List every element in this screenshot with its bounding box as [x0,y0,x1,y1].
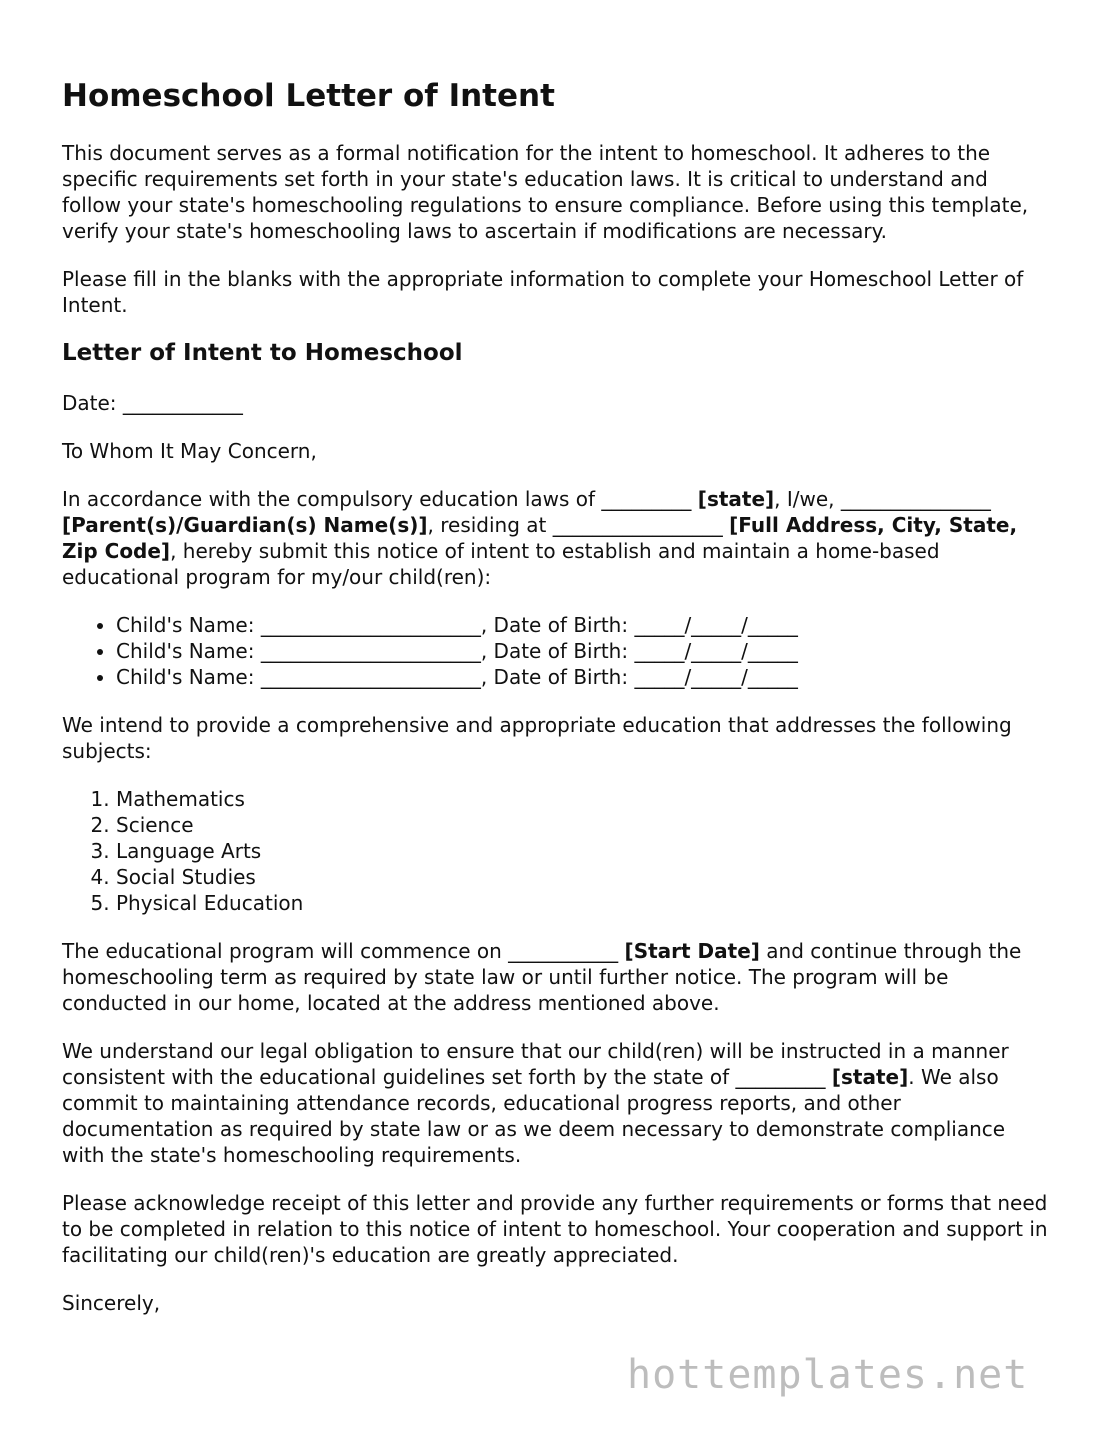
state-placeholder-2: [state] [831,1064,909,1089]
subjects-list [62,786,1052,916]
subject-item: 4. Social Studies [116,864,1052,890]
letter-heading: Letter of Intent to Homeschool [62,340,463,367]
obligation-text-1: We understand our legal obligation to ensure that our child(ren) will be instructed in a manner consistent with the educational guidelines set forth by the state of _________ [62,1038,1009,1089]
subject-item: 3. Language Arts [116,838,1052,864]
address-placeholder: [Full Address, City, State, Zip Code] [62,512,1018,563]
closing: Sincerely, [62,1290,161,1315]
intro-paragraph: This document serves as a formal notification for the intent to homeschool. It adheres to the specific requirements set forth in your state's education laws. It is critical to understand and follow your state's homeschooling regulations to ensure compliance. Before using this template, verify your state's homeschooling laws to ascertain if modifications are necessary. [62,141,1029,244]
child-entry: • Child's Name: ______________________, Date of Birth: _____/_____/_____ [116,638,1052,664]
accordance-text-3: , residing at _________________ [427,512,730,537]
salutation: To Whom It May Concern, [62,438,317,463]
child-entry: • Child's Name: ______________________, Date of Birth: _____/_____/_____ [116,612,1052,638]
state-placeholder: [state] [697,486,775,511]
accordance-paragraph [62,486,1052,590]
accordance-text-1: In accordance with the compulsory education laws of _________ [62,486,698,511]
start-text-1: The educational program will commence on ___________ [62,938,625,963]
children-list [62,612,1052,690]
date-line: Date: ____________ [62,390,243,415]
document-title: Homeschool Letter of Intent [62,78,555,114]
start-text-2: and continue through the homeschooling term as required by state law or until further notice. The program will be conducted in our home, located at the address mentioned above. [62,938,1022,1015]
child-entry: • Child's Name: ______________________, Date of Birth: _____/_____/_____ [116,664,1052,690]
acknowledgement-paragraph: Please acknowledge receipt of this letter and provide any further requirements or forms that need to be completed in relation to this notice of intent to homeschool. Your cooperation and support in facilitating our child(ren)'s education are greatly appreciated. [62,1190,1048,1267]
obligation-paragraph [62,1038,1052,1168]
accordance-text-2: , I/we, _______________ [774,486,991,511]
guardian-name-placeholder: [Parent(s)/Guardian(s) Name(s)] [62,512,428,537]
instructions-paragraph: Please fill in the blanks with the appropriate information to complete your Homeschool Letter of Intent. [62,267,1024,318]
subjects-intro: We intend to provide a comprehensive and appropriate education that addresses the following subjects: [62,712,1012,763]
subject-item: 2. Science [116,812,1052,838]
accordance-text-4: , hereby submit this notice of intent to establish and maintain a home-based educational program for my/our child(ren): [62,538,940,589]
document-page [62,70,1052,1338]
start-date-paragraph [62,938,1052,1016]
subject-item: 5. Physical Education [116,890,1052,916]
obligation-text-2: . We also commit to maintaining attendance records, educational progress reports, and other documentation as required by state law or as we deem necessary to demonstrate compliance with the state's homeschooling requirements. [62,1064,1006,1167]
watermark: hottemplates.net [627,1352,1029,1398]
start-date-placeholder: [Start Date] [624,938,760,963]
subject-item: 1. Mathematics [116,786,1052,812]
